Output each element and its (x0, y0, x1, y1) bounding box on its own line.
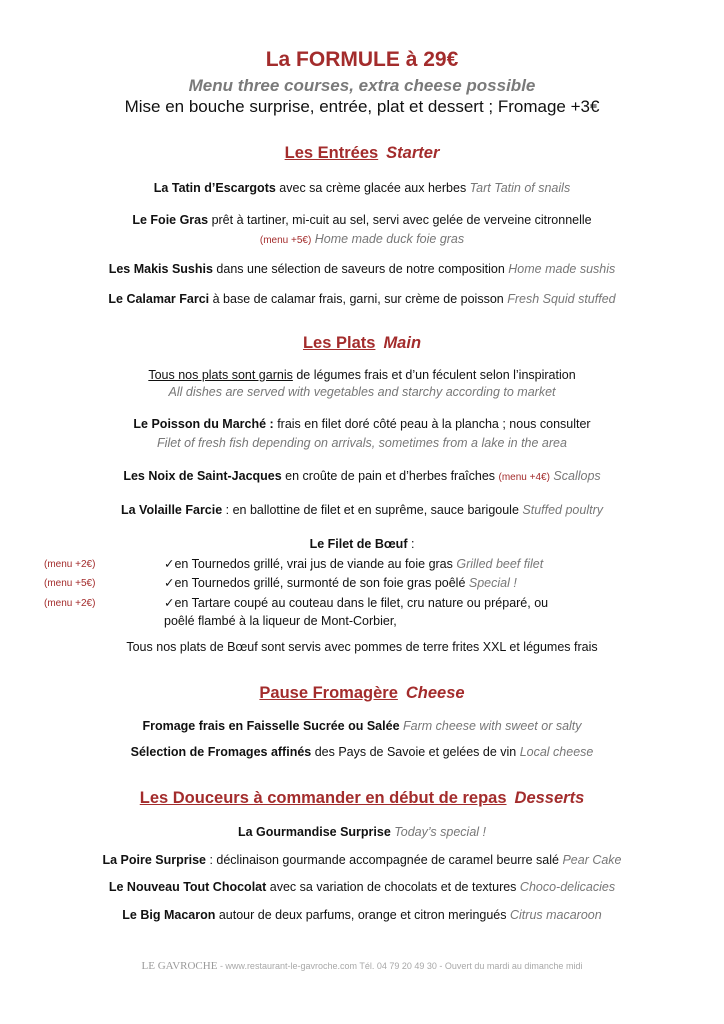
dish-english: Choco-delicacies (519, 880, 616, 894)
boeuf-option-3-continued: poêlé flambé à la liqueur de Mont-Corbier, (164, 614, 397, 628)
dish-name: Les Noix de Saint-Jacques (123, 469, 282, 483)
dish-foie-gras (0, 213, 724, 227)
boeuf-note: Tous nos plats de Bœuf sont servis avec pommes de terre frites XXL et légumes frais (126, 640, 598, 654)
boeuf-option-1-supplement: (menu +2€) (44, 559, 96, 570)
dish-saint-jacques (0, 469, 724, 483)
option-english: Grilled beef filet (456, 557, 544, 571)
dish-description: avec sa variation de chocolats et de textures (266, 880, 520, 894)
dish-makis-sushis (0, 262, 724, 276)
option-english: Special ! (468, 576, 517, 590)
dish-english: Citrus macaroon (510, 908, 602, 922)
section-title-en: Starter (386, 144, 440, 162)
dish-name: Le Poisson du Marché : (133, 417, 274, 431)
dish-volaille-farcie (0, 503, 724, 517)
garnish-english: All dishes are served with vegetables and starchy according to market (168, 385, 556, 399)
dish-description: frais en filet doré côté peau à la plancha ; nous consulter (273, 417, 591, 431)
dish-name: Les Makis Sushis (108, 262, 213, 276)
dish-english: Pear Cake (562, 853, 622, 867)
dish-colon: : (407, 537, 415, 551)
dish-description: avec sa crème glacée aux herbes (275, 181, 470, 195)
dish-name: Sélection de Fromages affinés (130, 745, 312, 759)
section-title-fr: Les Plats (302, 334, 376, 352)
dish-english: Scallops (549, 469, 601, 483)
dish-english: Fresh Squid stuffed (507, 292, 616, 306)
dish-english: Tart Tatin of snails (469, 181, 571, 195)
dish-calamar-farci (0, 292, 724, 306)
section-title-en: Cheese (405, 684, 465, 702)
dish-poisson-marche (0, 417, 724, 431)
menu-supplement: (menu +4€) (498, 472, 550, 483)
menu-intro: Mise en bouche surprise, entrée, plat et dessert ; Fromage +3€ (124, 97, 600, 116)
cheese-faisselle (0, 719, 724, 733)
option-text: ✓en Tournedos grillé, vrai jus de viande au foie gras (164, 557, 457, 571)
dessert-macaron (0, 908, 724, 922)
dish-description: : en ballottine de filet et en suprême, sauce barigoule (222, 503, 523, 517)
boeuf-option-2-supplement: (menu +5€) (44, 578, 96, 589)
dish-description: dans une sélection de saveurs de notre composition (212, 262, 509, 276)
section-desserts-title (0, 789, 724, 808)
section-fromage-title (0, 684, 724, 703)
dish-english: Home made sushis (508, 262, 616, 276)
boeuf-option-2 (164, 575, 517, 590)
dish-name: Fromage frais en Faisselle Sucrée ou Salée (142, 719, 400, 733)
cheese-selection (0, 745, 724, 759)
dish-description: à base de calamar frais, garni, sur crème de poisson (209, 292, 508, 306)
dish-description: : déclinaison gourmande accompagnée de caramel beurre salé (205, 853, 563, 867)
section-title-en: Desserts (514, 789, 585, 807)
option-text: ✓en Tournedos grillé, surmonté de son foie gras poêlé (164, 576, 469, 590)
dish-english: Farm cheese with sweet or salty (403, 719, 582, 733)
footer (0, 960, 724, 972)
dish-name: La Volaille Farcie (120, 503, 223, 517)
dish-description: autour de deux parfums, orange et citron meringués (215, 908, 510, 922)
dessert-gourmandise (0, 825, 724, 839)
footer-brand: LE GAVROCHE (141, 960, 218, 972)
dish-tatin-escargots (0, 181, 724, 195)
dish-name: La Tatin d’Escargots (153, 181, 276, 195)
dish-name: Le Foie Gras (132, 213, 209, 227)
dish-name: La Poire Surprise (102, 853, 206, 867)
dish-name: Le Calamar Farci (108, 292, 210, 306)
dessert-poire (0, 853, 724, 867)
dish-english: Today’s special ! (394, 825, 487, 839)
dish-english: Local cheese (519, 745, 594, 759)
dish-english: Filet of fresh fish depending on arrivals, sometimes from a lake in the area (157, 436, 567, 450)
boeuf-option-3-supplement: (menu +2€) (44, 598, 96, 609)
footer-info: - www.restaurant-le-gavroche.com Tél. 04 79 20 49 30 - Ouvert du mardi au dimanche midi (217, 961, 583, 971)
dish-english: Stuffed poultry (522, 503, 603, 517)
dish-name: La Gourmandise Surprise (237, 825, 391, 839)
garnish-note (0, 368, 724, 382)
garnish-underlined: Tous nos plats sont garnis (148, 368, 293, 382)
section-title-fr: Les Douceurs à commander en début de repas (139, 789, 507, 807)
dish-foie-gras-extra (0, 232, 724, 246)
dessert-chocolat (0, 880, 724, 894)
menu-title: La FORMULE à 29€ (265, 48, 459, 71)
menu-subtitle: Menu three courses, extra cheese possible (188, 76, 536, 95)
menu-supplement: (menu +5€) (259, 235, 312, 246)
dish-filet-boeuf (0, 537, 724, 551)
garnish-rest: de légumes frais et d’un féculent selon l’inspiration (292, 368, 576, 382)
dish-description: des Pays de Savoie et gelées de vin (311, 745, 520, 759)
boeuf-option-1 (164, 556, 543, 571)
section-title-fr: Pause Fromagère (259, 684, 398, 702)
dish-english: Home made duck foie gras (311, 232, 465, 246)
dish-description: en croûte de pain et d’herbes fraîches (281, 469, 499, 483)
boeuf-option-3: ✓en Tartare coupé au couteau dans le filet, cru nature ou préparé, ou (164, 596, 549, 610)
dish-name: Le Big Macaron (122, 908, 216, 922)
section-plats-title (0, 334, 724, 353)
dish-description: prêt à tartiner, mi-cuit au sel, servi avec gelée de verveine citronnelle (208, 213, 592, 227)
section-title-en: Main (383, 334, 422, 352)
section-title-fr: Les Entrées (284, 144, 379, 162)
section-entrees-title (0, 144, 724, 163)
dish-name: Le Filet de Bœuf (309, 537, 408, 551)
dish-name: Le Nouveau Tout Chocolat (108, 880, 267, 894)
